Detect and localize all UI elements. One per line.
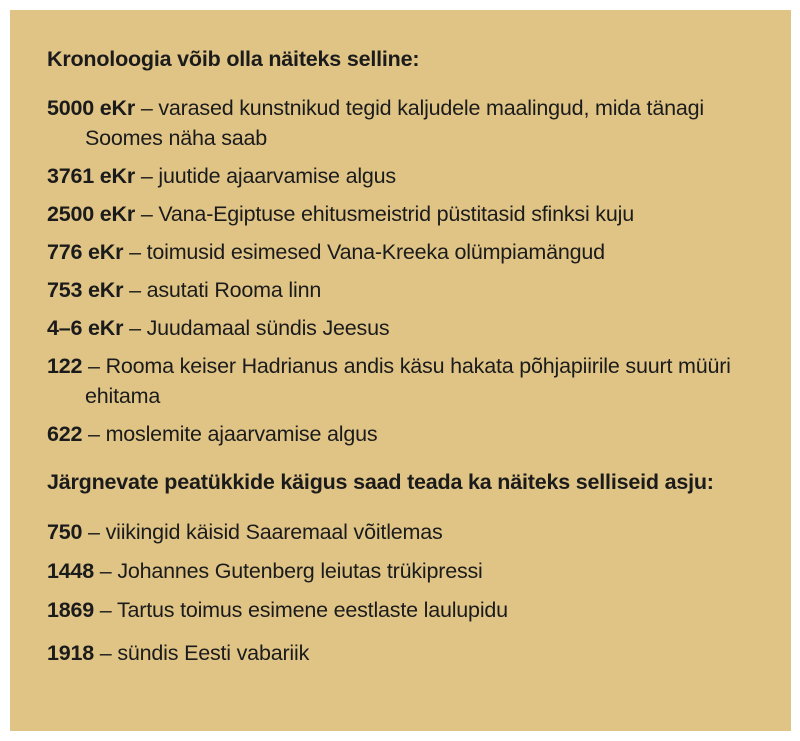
chronology-entry [47,161,771,191]
entry-separator: – [82,422,106,446]
chronology-entry [47,351,771,411]
section-heading-upcoming: Järgnevate peatükkide käigus saad teada ka näiteks selliseid asju: [47,470,714,494]
entry-text: Johannes Gutenberg leiutas trükipressi [117,559,483,583]
upcoming-entry [47,517,771,547]
entry-separator: – [135,202,159,226]
upcoming-topics-list [47,517,771,668]
entry-separator: – [82,520,106,544]
entry-text: Rooma keiser Hadrianus andis käsu hakata põhjapiirile suurt müüri ehitama [85,354,731,408]
entry-text: viikingid käisid Saaremaal võitlemas [105,520,443,544]
entry-year: 3761 eKr [47,164,136,188]
entry-separator: – [123,240,147,264]
entry-year: 753 eKr [47,278,124,302]
entry-year: 1869 [47,598,95,622]
chronology-list [47,93,771,449]
chronology-entry [47,237,771,267]
chronology-entry [47,199,771,229]
entry-separator: – [94,641,118,665]
entry-separator: – [123,316,147,340]
entry-year: 122 [47,354,83,378]
entry-separator: – [123,278,147,302]
upcoming-entry [47,638,771,668]
entry-year: 750 [47,520,83,544]
entry-text: sündis Eesti vabariik [117,641,310,665]
chronology-entry [47,275,771,305]
entry-year: 622 [47,422,83,446]
entry-year: 1918 [47,641,95,665]
entry-year: 4–6 eKr [47,316,124,340]
entry-text: asutati Rooma linn [146,278,322,302]
entry-separator: – [135,96,159,120]
section-heading-chronology: Kronoloogia võib olla näiteks selline: [47,47,420,71]
entry-separator: – [82,354,106,378]
entry-text: moslemite ajaarvamise algus [105,422,378,446]
entry-separator: – [94,559,118,583]
chronology-panel [10,10,791,731]
entry-text: Juudamaal sündis Jeesus [146,316,390,340]
entry-year: 1448 [47,559,95,583]
entry-separator: – [135,164,159,188]
entry-year: 2500 eKr [47,202,136,226]
entry-year: 5000 eKr [47,96,136,120]
upcoming-entry [47,595,771,625]
entry-text: toimusid esimesed Vana-Kreeka olümpiamängud [146,240,605,264]
entry-text: Tartus toimus esimene eestlaste laulupidu [116,598,508,622]
chronology-entry [47,419,771,449]
entry-text: juutide ajaarvamise algus [158,164,396,188]
upcoming-entry [47,556,771,586]
chronology-entry [47,313,771,343]
entry-text: Vana-Egiptuse ehitusmeistrid püstitasid sfinksi kuju [158,202,634,226]
entry-year: 776 eKr [47,240,124,264]
entry-text: varased kunstnikud tegid kaljudele maalingud, mida tänagi Soomes näha saab [85,96,704,150]
chronology-entry [47,93,771,153]
entry-separator: – [94,598,117,622]
